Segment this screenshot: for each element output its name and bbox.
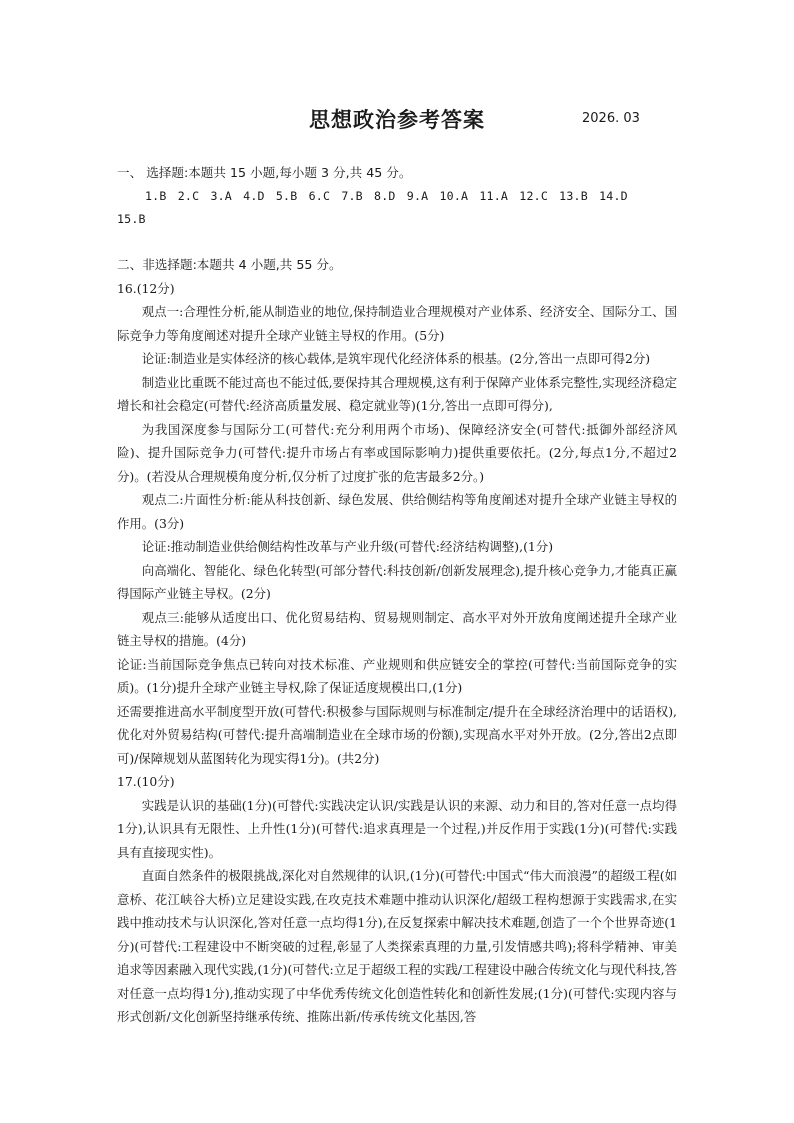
q16-paragraph: 还需要推进高水平制度型开放(可替代:积极参与国际规则与标准制定/提升在全球经济治理中的话语权),优化对外贸易结构(可替代:提升高端制造业在全球市场的份额),实现高水平对外开放。(2分,答出2点即可)/保障规划从蓝图转化为现实得1分)。(共2分) [117,703,677,766]
section-choice-heading: 一、 选择题:本题共 15 小题,每小题 3 分,共 45 分。 [117,165,412,180]
section-choice [117,161,677,232]
exam-date: 2026. 03 [582,111,640,126]
q16-paragraph: 制造业比重既不能过高也不能过低,要保持其合理规模,这有利于保障产业体系完整性,实现经济稳定增长和社会稳定(可替代:经济高质量发展、稳定就业等)(1分,答出一点即可得分), [117,374,677,413]
q16-paragraph: 论证:推动制造业供给侧结构性改革与产业升级(可替代:经济结构调整),(1分) [141,539,554,554]
q17-paragraph: 实践是认识的基础(1分)(可替代:实践决定认识/实践是认识的来源、动力和目的,答对任意一点均得1分),认识具有无限性、上升性(1分)(可替代:追求真理是一个过程,)并反作用于实践(1分)(可替代:实践具有直接现实性)。 [117,797,677,860]
page-title: 思想政治参考答案 [309,107,485,132]
question-16-label: 16.(12分) [117,280,175,296]
section-non-choice-heading: 二、非选择题:本题共 4 小题,共 55 分。 [117,257,342,272]
section-non-choice [117,253,677,1029]
choice-answers-line-2: 15.B [117,212,146,226]
q17-paragraph: 直面自然条件的极限挑战,深化对自然规律的认识,(1分)(可替代:中国式“伟大而浪漫”的超级工程(如意桥、花江峡谷大桥)立足建设实践,在攻克技术难题中推动认识深化/超级工程构想源于实践需求,在实践中推动技术与认识深化,答对任意一点均得1分),在反复探索中解决技术难题,创造了一个个世界奇迹(1分)(可替代:工程建设中不断突破的过程,彰显了人类探索真理的力量,引发情感共鸣);将科学精神、审美追求等因素融入现代实践,(1分)(可替代:立足于超级工程的实践/工程建设中融合传统文化与现代科技,答对任意一点均得1分),推动实现了中华优秀传统文化创造性转化和创新性发展;(1分)(可替代:实现内容与形式创新/文化创新坚持继承传统、推陈出新/传承传统文化基因,答 [117,868,677,1024]
q16-paragraph: 观点三:能够从适度出口、优化贸易结构、贸易规则制定、高水平对外开放角度阐述提升全球产业链主导权的措施。(4分) [117,609,677,648]
question-17-label: 17.(10分) [117,774,175,789]
q16-paragraph: 论证:制造业是实体经济的核心载体,是筑牢现代化经济体系的根基。(2分,答出一点即可得2分) [141,351,651,366]
q16-paragraph: 观点二:片面性分析:能从科技创新、绿色发展、供给侧结构等角度阐述对提升全球产业链主导权的作用。(3分) [117,492,677,531]
q16-paragraph: 向高端化、智能化、绿色化转型(可部分替代:科技创新/创新发展理念),提升核心竞争力,才能真正赢得国际产业链主导权。(2分) [117,562,677,601]
choice-answers-line-1: 1.B 2.C 3.A 4.D 5.B 6.C 7.B 8.D 9.A 10.A 11.A 12.C 13.B 14.D [145,188,628,203]
q16-paragraph: 观点一:合理性分析,能从制造业的地位,保持制造业合理规模对产业体系、经济安全、国际分工、国际竞争力等角度阐述对提升全球产业链主导权的作用。(5分) [117,304,677,343]
q16-paragraph: 为我国深度参与国际分工(可替代:充分利用两个市场)、保障经济安全(可替代:抵御外部经济风险)、提升国际竞争力(可替代:提升市场占有率或国际影响力)提供重要依托。(2分,每点1分,不超过2分)。(若没从合理规模角度分析,仅分析了过度扩张的危害最多2分。) [117,421,677,484]
q16-paragraph: 论证:当前国际竞争焦点已转向对技术标准、产业规则和供应链安全的掌控(可替代:当前国际竞争的实质)。(1分)提升全球产业链主导权,除了保证适度规模出口,(1分) [117,656,677,695]
